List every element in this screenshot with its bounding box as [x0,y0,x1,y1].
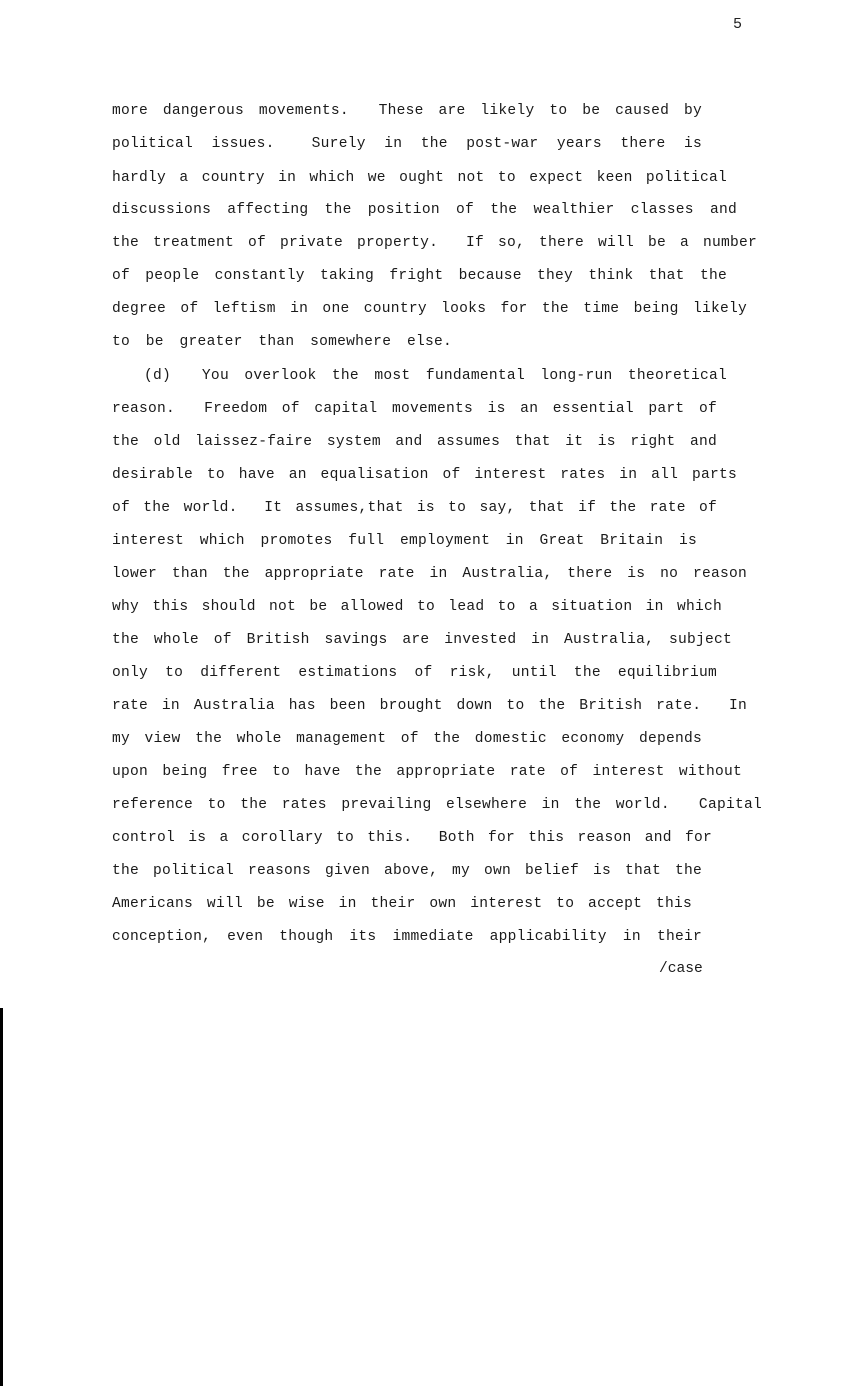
text-line: my view the whole management of the domestic economy depends [112,731,702,747]
text-line: the old laissez-faire system and assumes that it is right and [112,434,717,450]
text-line: degree of leftism in one country looks for the time being likely [112,301,747,317]
text-line: lower than the appropriate rate in Australia, there is no reason [112,566,747,582]
text-line: conception, even though its immediate applicability in their [112,929,702,945]
text-line: discussions affecting the position of the wealthier classes and [112,202,737,218]
text-line: political issues. Surely in the post-war years there is [112,136,702,152]
page-number: 5 [733,16,743,33]
text-line: control is a corollary to this. Both for this reason and for [112,830,712,846]
text-line: rate in Australia has been brought down to the British rate. In [112,698,747,714]
text-line: of people constantly taking fright because they think that the [112,268,727,284]
text-line: to be greater than somewhere else. [112,334,452,350]
catchword: /case [659,961,703,977]
text-line: reason. Freedom of capital movements is an essential part of [112,401,717,417]
text-line: the treatment of private property. If so, there will be a number [112,235,757,251]
scan-margin-bar [0,1008,3,1386]
text-line: Americans will be wise in their own interest to accept this [112,896,692,912]
text-line: the whole of British savings are invested in Australia, subject [112,632,732,648]
text-line: hardly a country in which we ought not to expect keen political [112,170,727,186]
text-line: of the world. It assumes,that is to say, that if the rate of [112,500,717,516]
text-line: only to different estimations of risk, until the equilibrium [112,665,717,681]
text-line: upon being free to have the appropriate rate of interest without [112,764,742,780]
text-line: the political reasons given above, my own belief is that the [112,863,702,879]
text-line: desirable to have an equalisation of interest rates in all parts [112,467,737,483]
text-line: more dangerous movements. These are likely to be caused by [112,103,702,119]
text-line: why this should not be allowed to lead to a situation in which [112,599,722,615]
text-line: (d) You overlook the most fundamental long-run theoretical [144,368,727,384]
text-line: reference to the rates prevailing elsewhere in the world. Capital [112,797,762,813]
text-line: interest which promotes full employment in Great Britain is [112,533,697,549]
